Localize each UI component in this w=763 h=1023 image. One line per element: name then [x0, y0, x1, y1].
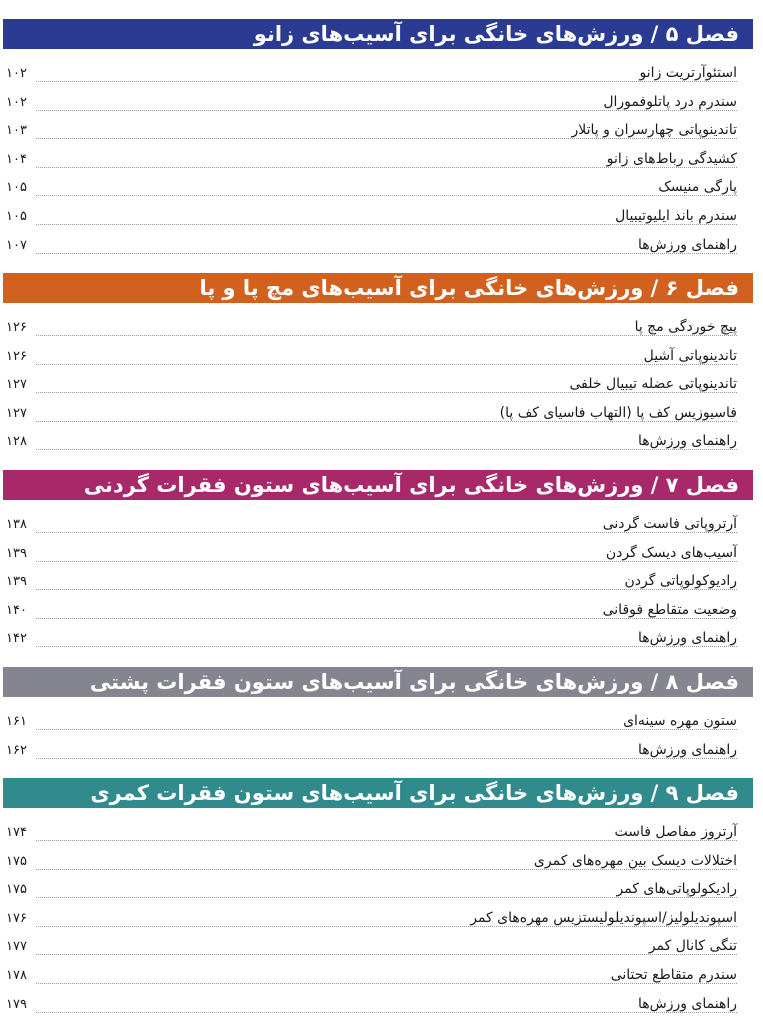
entry-title: استئوآرتریت زانو [636, 65, 737, 81]
dot-leader [36, 758, 737, 759]
toc-entry[interactable] [0, 598, 763, 627]
dot-leader [36, 81, 737, 82]
entry-page-number: ۱۳۹ [6, 574, 27, 590]
dot-leader [36, 589, 737, 590]
entry-page-number: ۱۳۸ [6, 517, 27, 532]
dot-leader [36, 195, 737, 196]
toc-entry[interactable] [0, 118, 763, 147]
entry-title: رادیکولوپاتی‌های کمر [612, 881, 737, 897]
toc-entry[interactable] [0, 963, 763, 992]
chapter-7 [0, 470, 763, 655]
entry-page-number: ۱۰۲ [6, 66, 27, 81]
dot-leader [36, 897, 737, 898]
entry-title: راهنمای ورزش‌ها [634, 237, 737, 253]
entry-page-number: ۱۴۰ [6, 602, 27, 618]
dot-leader [36, 421, 737, 422]
entry-page-number: ۱۷۷ [6, 939, 27, 955]
entry-page-number: ۱۷۹ [6, 996, 27, 1012]
dot-leader [36, 869, 737, 870]
dot-leader [36, 335, 737, 336]
dot-leader [36, 983, 737, 984]
dot-leader [36, 840, 737, 841]
entry-page-number: ۱۲۶ [6, 320, 27, 335]
chapter-5 [0, 19, 763, 261]
chapter-9-entries [0, 820, 763, 1020]
entry-title: رادیوکولوپاتی گردن [621, 573, 738, 589]
toc-entry[interactable] [0, 992, 763, 1021]
toc-entry[interactable] [0, 849, 763, 878]
entry-title: وضعیت متقاطع فوقانی [599, 602, 737, 618]
entry-page-number: ۱۴۲ [6, 631, 27, 647]
toc-entry[interactable] [0, 204, 763, 233]
entry-title: آرتروز مفاصل فاست [611, 824, 737, 840]
entry-title: سندرم متقاطع تحتانی [607, 967, 737, 983]
dot-leader [36, 618, 737, 619]
entry-title: راهنمای ورزش‌ها [634, 433, 737, 449]
dot-leader [36, 1012, 737, 1013]
chapter-8-heading: فصل ۸ / ورزش‌های خانگی برای آسیب‌های ستون فقرات پشتی [3, 667, 753, 697]
entry-page-number: ۱۷۴ [6, 825, 27, 840]
entry-title: تاندینوپاتی عضله تیبیال خلفی [565, 376, 737, 392]
toc-entry[interactable] [0, 541, 763, 570]
toc-entry[interactable] [0, 233, 763, 262]
toc-entry[interactable] [0, 906, 763, 935]
chapter-6-entries [0, 315, 763, 458]
toc-entry[interactable] [0, 61, 763, 90]
toc-entry[interactable] [0, 147, 763, 176]
chapter-6 [0, 273, 763, 458]
entry-page-number: ۱۲۷ [6, 405, 27, 421]
entry-title: تاندینوپاتی چهارسران و پاتلار [567, 122, 737, 138]
dot-leader [36, 954, 737, 955]
entry-title: ستون مهره سینه‌ای [619, 713, 737, 729]
entry-page-number: ۱۰۵ [6, 180, 27, 196]
entry-title: اسپوندیلولیز/اسپوندیلولیستزیس مهره‌های کمر [466, 910, 737, 926]
entry-page-number: ۱۷۵ [6, 882, 27, 898]
dot-leader [36, 449, 737, 450]
entry-page-number: ۱۶۲ [6, 742, 27, 758]
dot-leader [36, 167, 737, 168]
entry-page-number: ۱۶۱ [6, 714, 27, 729]
chapter-5-entries [0, 61, 763, 261]
entry-title: پیچ خوردگی مچ پا [631, 319, 737, 335]
toc-entry[interactable] [0, 820, 763, 849]
entry-page-number: ۱۰۲ [6, 94, 27, 110]
dot-leader [36, 532, 737, 533]
entry-page-number: ۱۳۹ [6, 545, 27, 561]
chapter-6-heading: فصل ۶ / ورزش‌های خانگی برای آسیب‌های مچ پا و پا [3, 273, 753, 303]
entry-page-number: ۱۰۵ [6, 208, 27, 224]
entry-title: راهنمای ورزش‌ها [634, 742, 737, 758]
entry-title: تنگی کانال کمر [645, 938, 737, 954]
entry-title: راهنمای ورزش‌ها [634, 996, 737, 1012]
entry-title: آسیب‌های دیسک گردن [602, 545, 737, 561]
chapter-7-heading: فصل ۷ / ورزش‌های خانگی برای آسیب‌های ستون فقرات گردنی [3, 470, 753, 500]
toc-entry[interactable] [0, 401, 763, 430]
chapter-8 [0, 667, 763, 766]
toc-entry[interactable] [0, 877, 763, 906]
toc-entry[interactable] [0, 372, 763, 401]
toc-entry[interactable] [0, 738, 763, 767]
entry-page-number: ۱۷۸ [6, 967, 27, 983]
toc-entry[interactable] [0, 626, 763, 655]
entry-title: کشیدگی رباط‌های زانو [603, 151, 737, 167]
toc-entry[interactable] [0, 315, 763, 344]
entry-page-number: ۱۲۷ [6, 377, 27, 393]
dot-leader [36, 392, 737, 393]
entry-page-number: ۱۲۸ [6, 434, 27, 450]
chapter-7-entries [0, 512, 763, 655]
dot-leader [36, 926, 737, 927]
dot-leader [36, 561, 737, 562]
entry-page-number: ۱۷۶ [6, 910, 27, 926]
entry-page-number: ۱۰۴ [6, 151, 27, 167]
dot-leader [36, 646, 737, 647]
entry-title: فاسیوزیس کف پا (التهاب فاسیای کف پا) [496, 405, 737, 421]
entry-title: سندرم درد پاتلوفمورال [599, 94, 737, 110]
dot-leader [36, 138, 737, 139]
dot-leader [36, 253, 737, 254]
toc-entry[interactable] [0, 90, 763, 119]
toc-entry[interactable] [0, 175, 763, 204]
entry-page-number: ۱۰۷ [6, 237, 27, 253]
entry-page-number: ۱۲۶ [6, 348, 27, 364]
toc-entry[interactable] [0, 934, 763, 963]
dot-leader [36, 364, 737, 365]
entry-page-number: ۱۰۳ [6, 123, 27, 139]
entry-title: سندرم باند ایلیوتیبیال [611, 208, 737, 224]
entry-title: تاندینوپاتی آشیل [640, 348, 737, 364]
entry-title: پارگی منیسک [654, 179, 737, 195]
chapter-8-entries [0, 709, 763, 766]
entry-title: آرتروپاتی فاست گردنی [599, 516, 737, 532]
toc-entry[interactable] [0, 709, 763, 738]
entry-title: راهنمای ورزش‌ها [634, 630, 737, 646]
dot-leader [36, 224, 737, 225]
toc-entry[interactable] [0, 569, 763, 598]
chapter-9 [0, 778, 763, 1020]
toc-entry[interactable] [0, 512, 763, 541]
entry-title: اختلالات دیسک بین مهره‌های کمری [530, 853, 737, 869]
chapter-9-heading: فصل ۹ / ورزش‌های خانگی برای آسیب‌های ستون فقرات کمری [3, 778, 753, 808]
entry-page-number: ۱۷۵ [6, 853, 27, 869]
dot-leader [36, 729, 737, 730]
toc-entry[interactable] [0, 429, 763, 458]
toc-entry[interactable] [0, 344, 763, 373]
dot-leader [36, 110, 737, 111]
chapter-5-heading: فصل ۵ / ورزش‌های خانگی برای آسیب‌های زانو [3, 19, 753, 49]
